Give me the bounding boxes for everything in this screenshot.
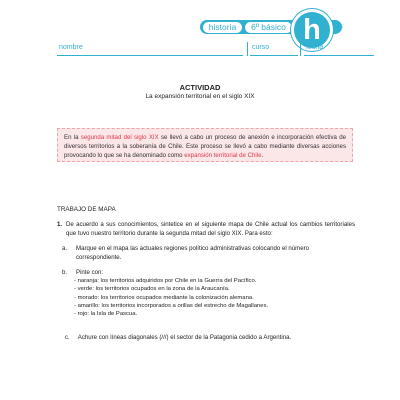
instruction-subitem xyxy=(65,333,291,342)
item-text: De acuerdo a sus conocimientos, sintetice en el siguiente mapa de Chile actual los cambios territoriales que tuvo nuestro territorio durante la segunda mitad del siglo XIX. Para esto: xyxy=(66,221,355,237)
intro-text: En la xyxy=(64,134,81,141)
field-divider xyxy=(247,42,248,56)
activity-subtitle: La expansión territorial en el siglo XIX xyxy=(145,93,255,100)
intro-highlight: expansión territorial de Chile xyxy=(184,152,262,159)
name-field[interactable] xyxy=(57,55,243,56)
logo-letter: h xyxy=(303,14,321,46)
section-heading: TRABAJO DE MAPA xyxy=(57,206,116,213)
date-label: fecha xyxy=(306,44,324,51)
subitem-letter: c. xyxy=(65,334,70,341)
intro-highlight: segunda mitad del siglo XIX xyxy=(80,134,159,141)
course-label: curso xyxy=(252,44,270,51)
subitem-text: Marque en el mapa las actuales regiones político administrativas colocando el número correspondiente. xyxy=(76,245,310,261)
date-field[interactable] xyxy=(304,55,374,56)
list-item: - rojo: la Isla de Pascua. xyxy=(74,311,138,318)
subitem-text: Achure con líneas diagonales (///) el sector de la Patagonia cedido a Argentina. xyxy=(77,334,292,341)
paint-list xyxy=(74,277,268,318)
intro-box xyxy=(57,128,353,162)
subitem-letter: a. xyxy=(62,245,68,252)
list-item: - morado: los territorios ocupados mediante la colonización alemana. xyxy=(74,294,254,301)
subitem-letter: b. xyxy=(62,269,68,276)
arrow-icon xyxy=(333,20,343,34)
intro-text: se llevó a cabo un proceso de anexión e incorporación efectiva de diversos territorios a la soberanía de Chile. Este proceso se llevó a cabo mediante diversas acciones provocando lo que se ha denominado como xyxy=(64,134,346,159)
subitem-text: Pinte con: xyxy=(76,269,104,276)
list-item: - verde: los territorios ocupados en la zona de la Araucanía. xyxy=(74,286,230,293)
activity-title: ACTIVIDAD xyxy=(179,83,221,92)
name-label: nombre xyxy=(59,44,83,51)
field-divider xyxy=(300,42,301,56)
item-number: 1. xyxy=(57,221,63,228)
intro-text: . xyxy=(261,152,264,159)
course-field[interactable] xyxy=(250,55,298,56)
subject-tag: historia xyxy=(203,22,242,33)
grade-tag: 6º básico xyxy=(245,22,292,33)
list-item: - amarillo: los territorios incorporados a orillas del estrecho de Magallanes. xyxy=(74,302,269,309)
list-item: - naranja: los territorios adquiridos por Chile en la Guerra del Pacífico. xyxy=(74,278,257,284)
